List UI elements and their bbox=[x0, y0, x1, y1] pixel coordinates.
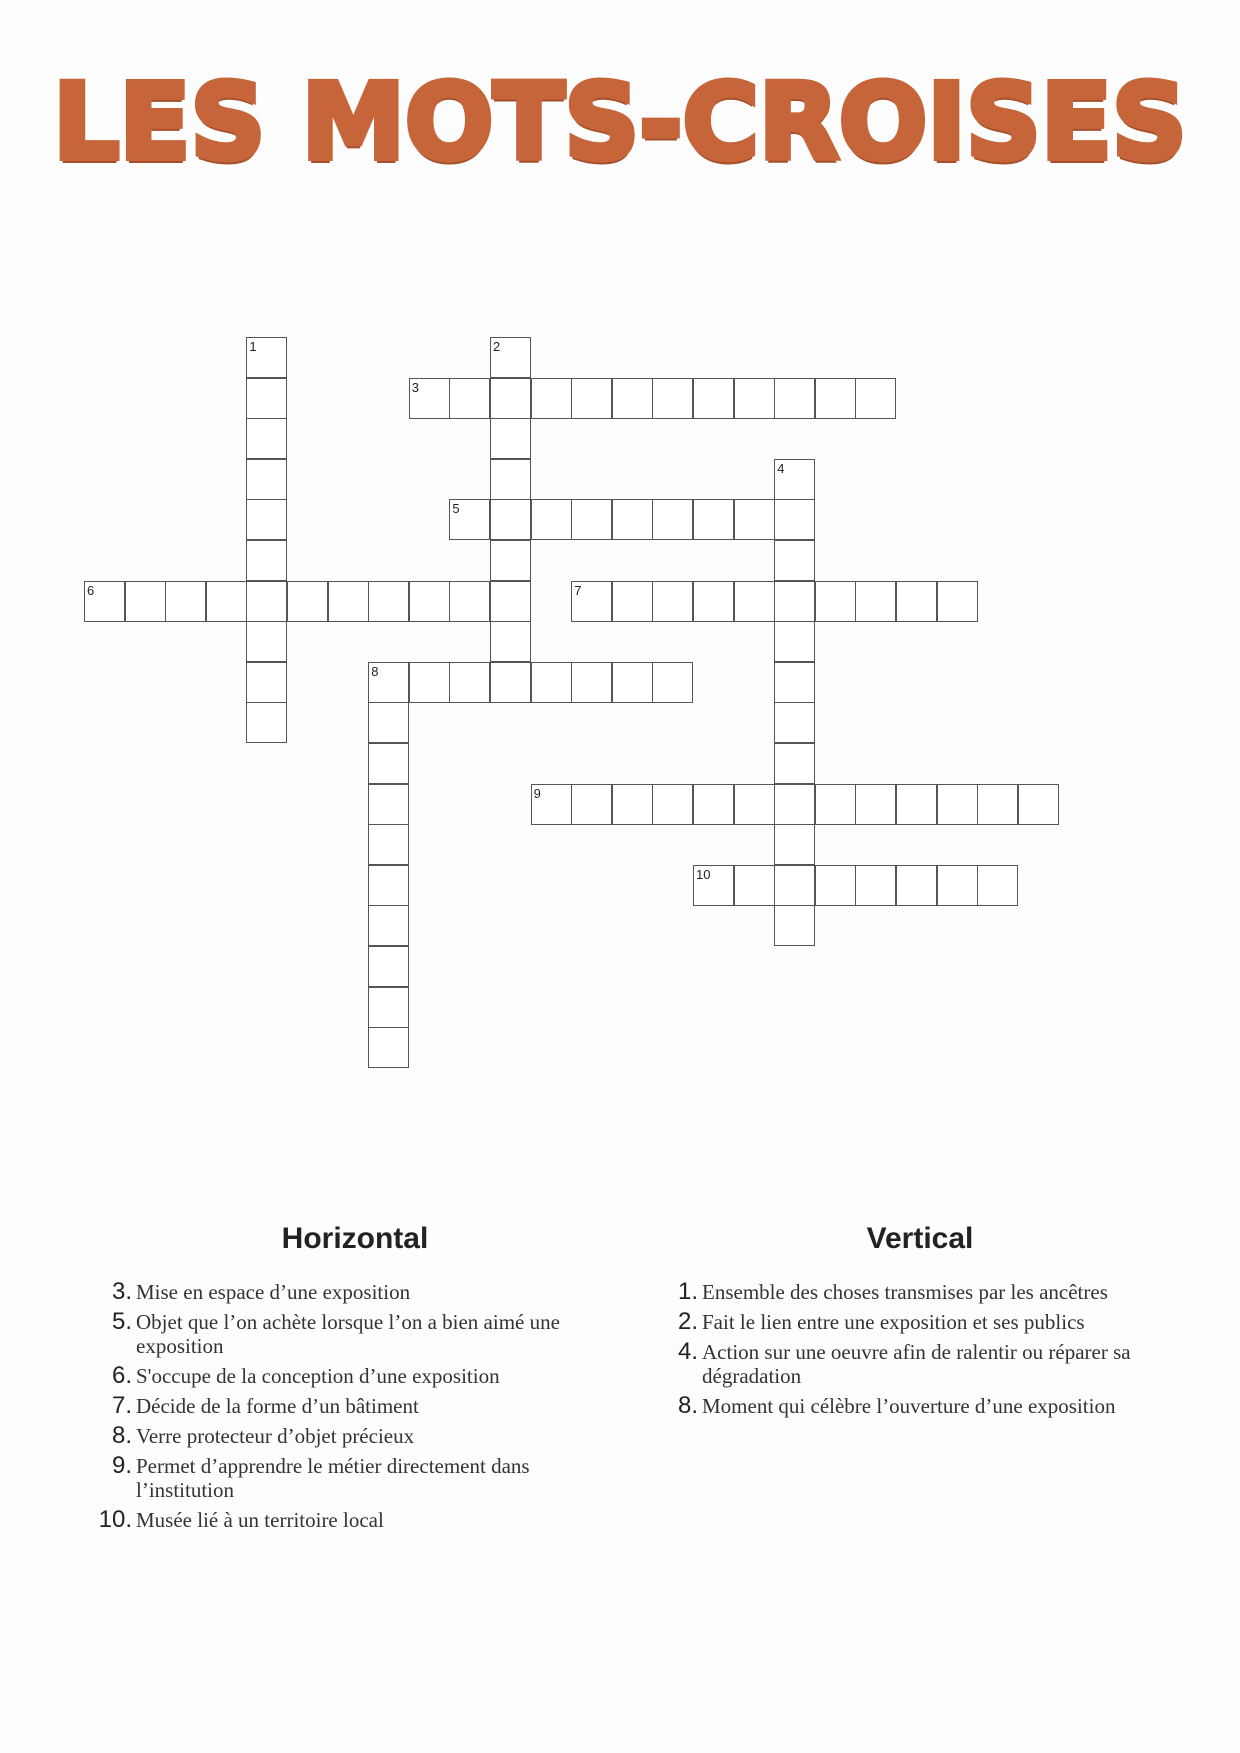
clue-text: S'occupe de la conception d’une exposition bbox=[136, 1364, 500, 1388]
grid-cell[interactable] bbox=[734, 378, 775, 419]
grid-cell[interactable] bbox=[734, 581, 775, 622]
grid-cell[interactable] bbox=[693, 378, 734, 419]
grid-cell[interactable] bbox=[531, 499, 572, 540]
grid-cell[interactable] bbox=[449, 662, 490, 703]
grid-cell[interactable] bbox=[246, 581, 287, 622]
across-clue-list bbox=[90, 1280, 610, 1538]
across-clue bbox=[90, 1310, 610, 1358]
down-clue bbox=[656, 1280, 1176, 1304]
grid-cell[interactable] bbox=[368, 824, 409, 865]
clue-text: Verre protecteur d’objet précieux bbox=[136, 1424, 415, 1448]
clue-number: 5. bbox=[111, 1308, 132, 1335]
clue-number: 1. bbox=[677, 1278, 698, 1305]
grid-cell[interactable] bbox=[571, 499, 612, 540]
across-heading: Horizontal bbox=[281, 1222, 429, 1255]
grid-cell[interactable] bbox=[490, 581, 531, 622]
grid-cell[interactable] bbox=[774, 581, 815, 622]
clue-number: 10. bbox=[98, 1506, 132, 1533]
clue-text: Fait le lien entre une exposition et ses publics bbox=[702, 1310, 1085, 1334]
cell-number: 5 bbox=[452, 501, 460, 517]
grid-cell[interactable] bbox=[368, 1027, 409, 1068]
clue-number: 9. bbox=[111, 1452, 132, 1479]
grid-cell[interactable] bbox=[246, 378, 287, 419]
grid-cell[interactable] bbox=[368, 662, 409, 703]
grid-cell[interactable] bbox=[693, 784, 734, 825]
grid-cell[interactable] bbox=[774, 702, 815, 743]
grid-cell[interactable] bbox=[652, 499, 693, 540]
grid-cell[interactable] bbox=[652, 662, 693, 703]
grid-cell[interactable] bbox=[531, 378, 572, 419]
clue-number: 8. bbox=[111, 1422, 132, 1449]
clue-text: Musée lié à un territoire local bbox=[136, 1508, 384, 1532]
grid-cell[interactable] bbox=[246, 499, 287, 540]
grid-cell[interactable] bbox=[490, 459, 531, 500]
clue-number: 4. bbox=[677, 1338, 698, 1365]
grid-cell[interactable] bbox=[815, 865, 856, 906]
grid-cell[interactable] bbox=[734, 784, 775, 825]
clue-text: Action sur une oeuvre afin de ralentir ou réparer sa dégradation bbox=[702, 1340, 1131, 1388]
grid-cell[interactable] bbox=[246, 540, 287, 581]
grid-cell[interactable] bbox=[246, 418, 287, 459]
grid-cell[interactable] bbox=[774, 865, 815, 906]
grid-cell[interactable] bbox=[449, 378, 490, 419]
grid-cell[interactable] bbox=[855, 378, 896, 419]
grid-cell[interactable] bbox=[815, 784, 856, 825]
grid-cell[interactable] bbox=[734, 865, 775, 906]
grid-cell[interactable] bbox=[774, 784, 815, 825]
across-clue bbox=[90, 1508, 610, 1532]
clue-text: Moment qui célèbre l’ouverture d’une exposition bbox=[702, 1394, 1116, 1418]
clue-text: Objet que l’on achète lorsque l’on a bien aimé une exposition bbox=[136, 1310, 560, 1358]
grid-cell[interactable] bbox=[774, 743, 815, 784]
grid-cell[interactable] bbox=[246, 662, 287, 703]
clue-number: 7. bbox=[111, 1392, 132, 1419]
grid-cell[interactable] bbox=[774, 662, 815, 703]
grid-cell[interactable] bbox=[977, 865, 1018, 906]
cell-number: 3 bbox=[411, 379, 420, 395]
cell-number: 1 bbox=[249, 339, 257, 354]
across-clue bbox=[90, 1394, 610, 1418]
clue-text: Décide de la forme d’un bâtiment bbox=[136, 1394, 419, 1418]
grid-cell[interactable] bbox=[368, 865, 409, 906]
page-title: LES MOTS-CROISES bbox=[53, 61, 1187, 183]
clue-number: 2. bbox=[677, 1308, 698, 1335]
across-clue bbox=[90, 1364, 610, 1388]
cell-number: 6 bbox=[87, 582, 95, 598]
grid-cell[interactable] bbox=[368, 987, 409, 1028]
grid-cell[interactable] bbox=[937, 581, 978, 622]
grid-cell[interactable] bbox=[531, 662, 572, 703]
grid-cell[interactable] bbox=[571, 581, 612, 622]
grid-cell[interactable] bbox=[937, 784, 978, 825]
grid-cell[interactable] bbox=[368, 784, 409, 825]
down-clue bbox=[656, 1340, 1176, 1388]
grid-cell[interactable] bbox=[571, 378, 612, 419]
clue-number: 3. bbox=[111, 1278, 132, 1305]
grid-cell[interactable] bbox=[652, 378, 693, 419]
grid-cell[interactable] bbox=[896, 784, 937, 825]
grid-cell[interactable] bbox=[490, 337, 531, 378]
grid-cell[interactable] bbox=[368, 946, 409, 987]
grid-cell[interactable] bbox=[774, 459, 815, 500]
grid-cell[interactable] bbox=[490, 662, 531, 703]
clue-number: 8. bbox=[677, 1392, 698, 1419]
grid-cell[interactable] bbox=[246, 621, 287, 662]
grid-cell[interactable] bbox=[774, 905, 815, 946]
grid-cell[interactable] bbox=[774, 621, 815, 662]
grid-cell[interactable] bbox=[206, 581, 247, 622]
grid-cell[interactable] bbox=[937, 865, 978, 906]
down-clue-list bbox=[656, 1280, 1176, 1424]
across-clue bbox=[90, 1454, 610, 1502]
grid-cell[interactable] bbox=[246, 337, 287, 378]
grid-cell[interactable] bbox=[1018, 784, 1059, 825]
grid-cell[interactable] bbox=[693, 865, 734, 906]
down-heading: Vertical bbox=[866, 1222, 974, 1255]
grid-cell[interactable] bbox=[774, 378, 815, 419]
across-clue bbox=[90, 1424, 610, 1448]
grid-cell[interactable] bbox=[328, 581, 369, 622]
grid-cell[interactable] bbox=[896, 581, 937, 622]
grid-cell[interactable] bbox=[368, 581, 409, 622]
clue-text: Ensemble des choses transmises par les ancêtres bbox=[702, 1280, 1108, 1304]
grid-cell[interactable] bbox=[855, 865, 896, 906]
grid-cell[interactable] bbox=[774, 824, 815, 865]
grid-cell[interactable] bbox=[612, 784, 653, 825]
grid-cell[interactable] bbox=[815, 378, 856, 419]
grid-cell[interactable] bbox=[490, 418, 531, 459]
grid-cell[interactable] bbox=[571, 784, 612, 825]
grid-cell[interactable] bbox=[246, 459, 287, 500]
grid-cell[interactable] bbox=[652, 581, 693, 622]
grid-cell[interactable] bbox=[774, 540, 815, 581]
grid-cell[interactable] bbox=[855, 784, 896, 825]
grid-cell[interactable] bbox=[612, 581, 653, 622]
cell-number: 8 bbox=[371, 663, 379, 679]
clue-text: Mise en espace d’une exposition bbox=[136, 1280, 411, 1304]
cell-number: 10 bbox=[696, 866, 711, 882]
grid-cell[interactable] bbox=[815, 581, 856, 622]
grid-cell[interactable] bbox=[693, 499, 734, 540]
grid-cell[interactable] bbox=[977, 784, 1018, 825]
grid-cell[interactable] bbox=[490, 378, 531, 419]
grid-cell[interactable] bbox=[490, 540, 531, 581]
grid-cell[interactable] bbox=[287, 581, 328, 622]
cell-number: 7 bbox=[574, 582, 582, 598]
grid-cell[interactable] bbox=[368, 743, 409, 784]
grid-cell[interactable] bbox=[165, 581, 206, 622]
grid-cell[interactable] bbox=[531, 784, 572, 825]
grid-cell[interactable] bbox=[84, 581, 125, 622]
grid-cell[interactable] bbox=[449, 581, 490, 622]
grid-cell[interactable] bbox=[896, 865, 937, 906]
grid-cell[interactable] bbox=[368, 905, 409, 946]
grid-cell[interactable] bbox=[693, 581, 734, 622]
grid-cell[interactable] bbox=[409, 378, 450, 419]
grid-cell[interactable] bbox=[571, 662, 612, 703]
grid-cell[interactable] bbox=[612, 378, 653, 419]
grid-cell[interactable] bbox=[449, 499, 490, 540]
grid-cell[interactable] bbox=[652, 784, 693, 825]
grid-cell[interactable] bbox=[125, 581, 166, 622]
grid-cell[interactable] bbox=[490, 499, 531, 540]
grid-cell[interactable] bbox=[612, 662, 653, 703]
grid-cell[interactable] bbox=[368, 702, 409, 743]
cell-number: 4 bbox=[777, 460, 785, 476]
cell-number: 2 bbox=[493, 339, 501, 354]
grid-cell[interactable] bbox=[612, 499, 653, 540]
down-clue bbox=[656, 1394, 1176, 1418]
grid-cell[interactable] bbox=[490, 621, 531, 662]
down-clue bbox=[656, 1310, 1176, 1334]
grid-cell[interactable] bbox=[734, 499, 775, 540]
clue-text: Permet d’apprendre le métier directement dans l’institution bbox=[136, 1454, 530, 1502]
cell-number: 9 bbox=[533, 785, 541, 801]
across-clue bbox=[90, 1280, 610, 1304]
grid-cell[interactable] bbox=[246, 702, 287, 743]
grid-cell[interactable] bbox=[409, 662, 450, 703]
clue-number: 6. bbox=[111, 1362, 132, 1389]
grid-cell[interactable] bbox=[409, 581, 450, 622]
grid-cell[interactable] bbox=[774, 499, 815, 540]
grid-cell[interactable] bbox=[855, 581, 896, 622]
